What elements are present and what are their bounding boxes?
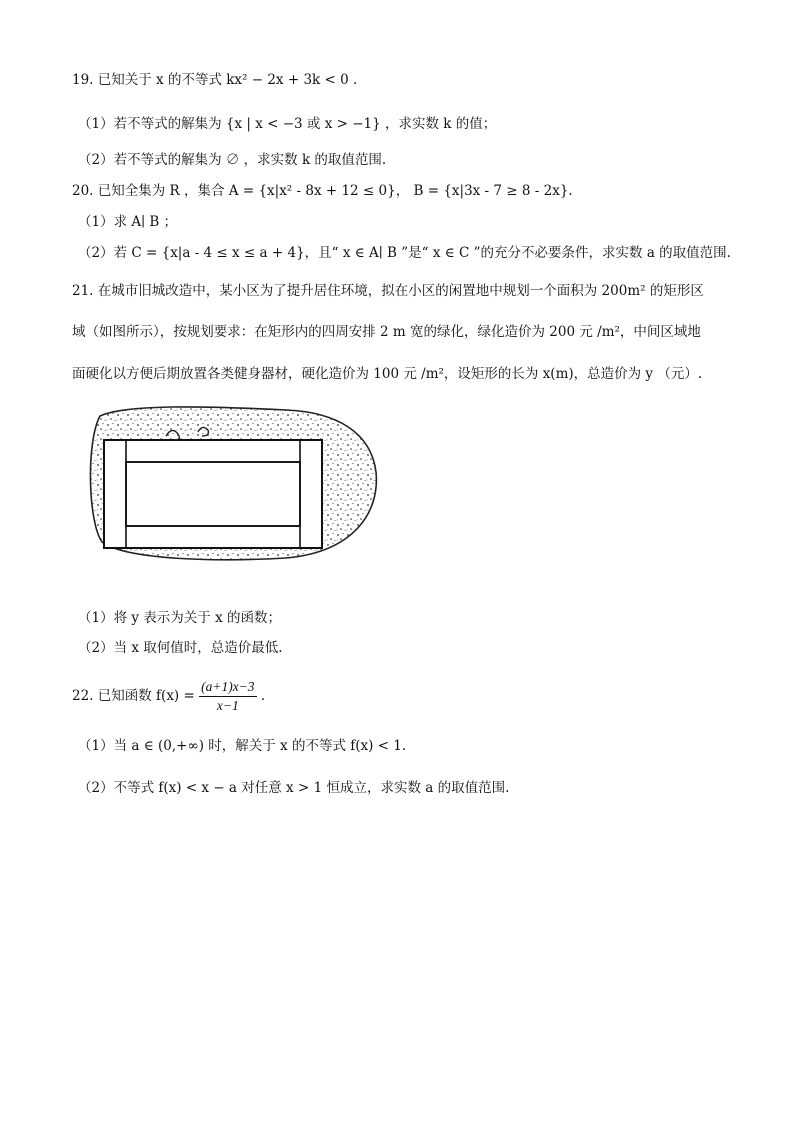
q22-fraction-numerator: (a+1)x−3 [199, 678, 256, 697]
q20-part2: （2）若 C = {x|a - 4 ≤ x ≤ a + 4}，且“ x ∈ A∣ B ”是“ x ∈ C ”的充分不必要条件，求实数 a 的取值范围. [78, 245, 731, 261]
q22-part2: （2）不等式 f(x) < x − a 对任意 x > 1 恒成立，求实数 a 的取值范围. [78, 780, 510, 796]
q19-part2: （2）若不等式的解集为 ∅ ，求实数 k 的取值范围. [78, 152, 387, 168]
q20-stem: 20. 已知全集为 R ，集合 A = {x|x² - 8x + 12 ≤ 0}， B = {x|3x - 7 ≥ 8 - 2x}. [72, 183, 573, 199]
q21-line3: 面硬化以方便后期放置各类健身器材，硬化造价为 100 元 /m²，设矩形的长为 x(m)，总造价为 y （元）. [72, 366, 703, 382]
q22-stem-prefix: 22. 已知函数 f(x) = [72, 688, 200, 704]
q22-stem-suffix: . [260, 688, 266, 704]
q21-line1: 21. 在城市旧城改造中，某小区为了提升居住环境，拟在小区的闲置地中规划一个面积为 200m² 的矩形区 [72, 283, 704, 299]
q22-fraction-denominator: x−1 [216, 698, 239, 713]
q21-line2: 域（如图所示），按规划要求：在矩形内的四周安排 2 m 宽的绿化，绿化造价为 200 元 /m²，中间区域地 [72, 324, 701, 340]
q21-part2: （2）当 x 取何值时，总造价最低. [78, 640, 283, 656]
q19-stem: 19. 已知关于 x 的不等式 kx² − 2x + 3k < 0 . [72, 72, 358, 88]
q22-part1: （1）当 a ∈ (0,+∞) 时，解关于 x 的不等式 f(x) < 1. [78, 738, 407, 754]
q22-stem [72, 676, 265, 716]
q22-fraction [199, 678, 256, 715]
q21-part1: （1）将 y 表示为关于 x 的函数； [78, 610, 281, 626]
outer-rectangle [104, 440, 322, 548]
rectangle-land-figure [86, 402, 382, 562]
q20-part1: （1）求 A∣ B ； [78, 214, 178, 230]
q19-part1: （1）若不等式的解集为 {x | x < −3 或 x > −1} ，求实数 k 的值； [78, 116, 497, 132]
